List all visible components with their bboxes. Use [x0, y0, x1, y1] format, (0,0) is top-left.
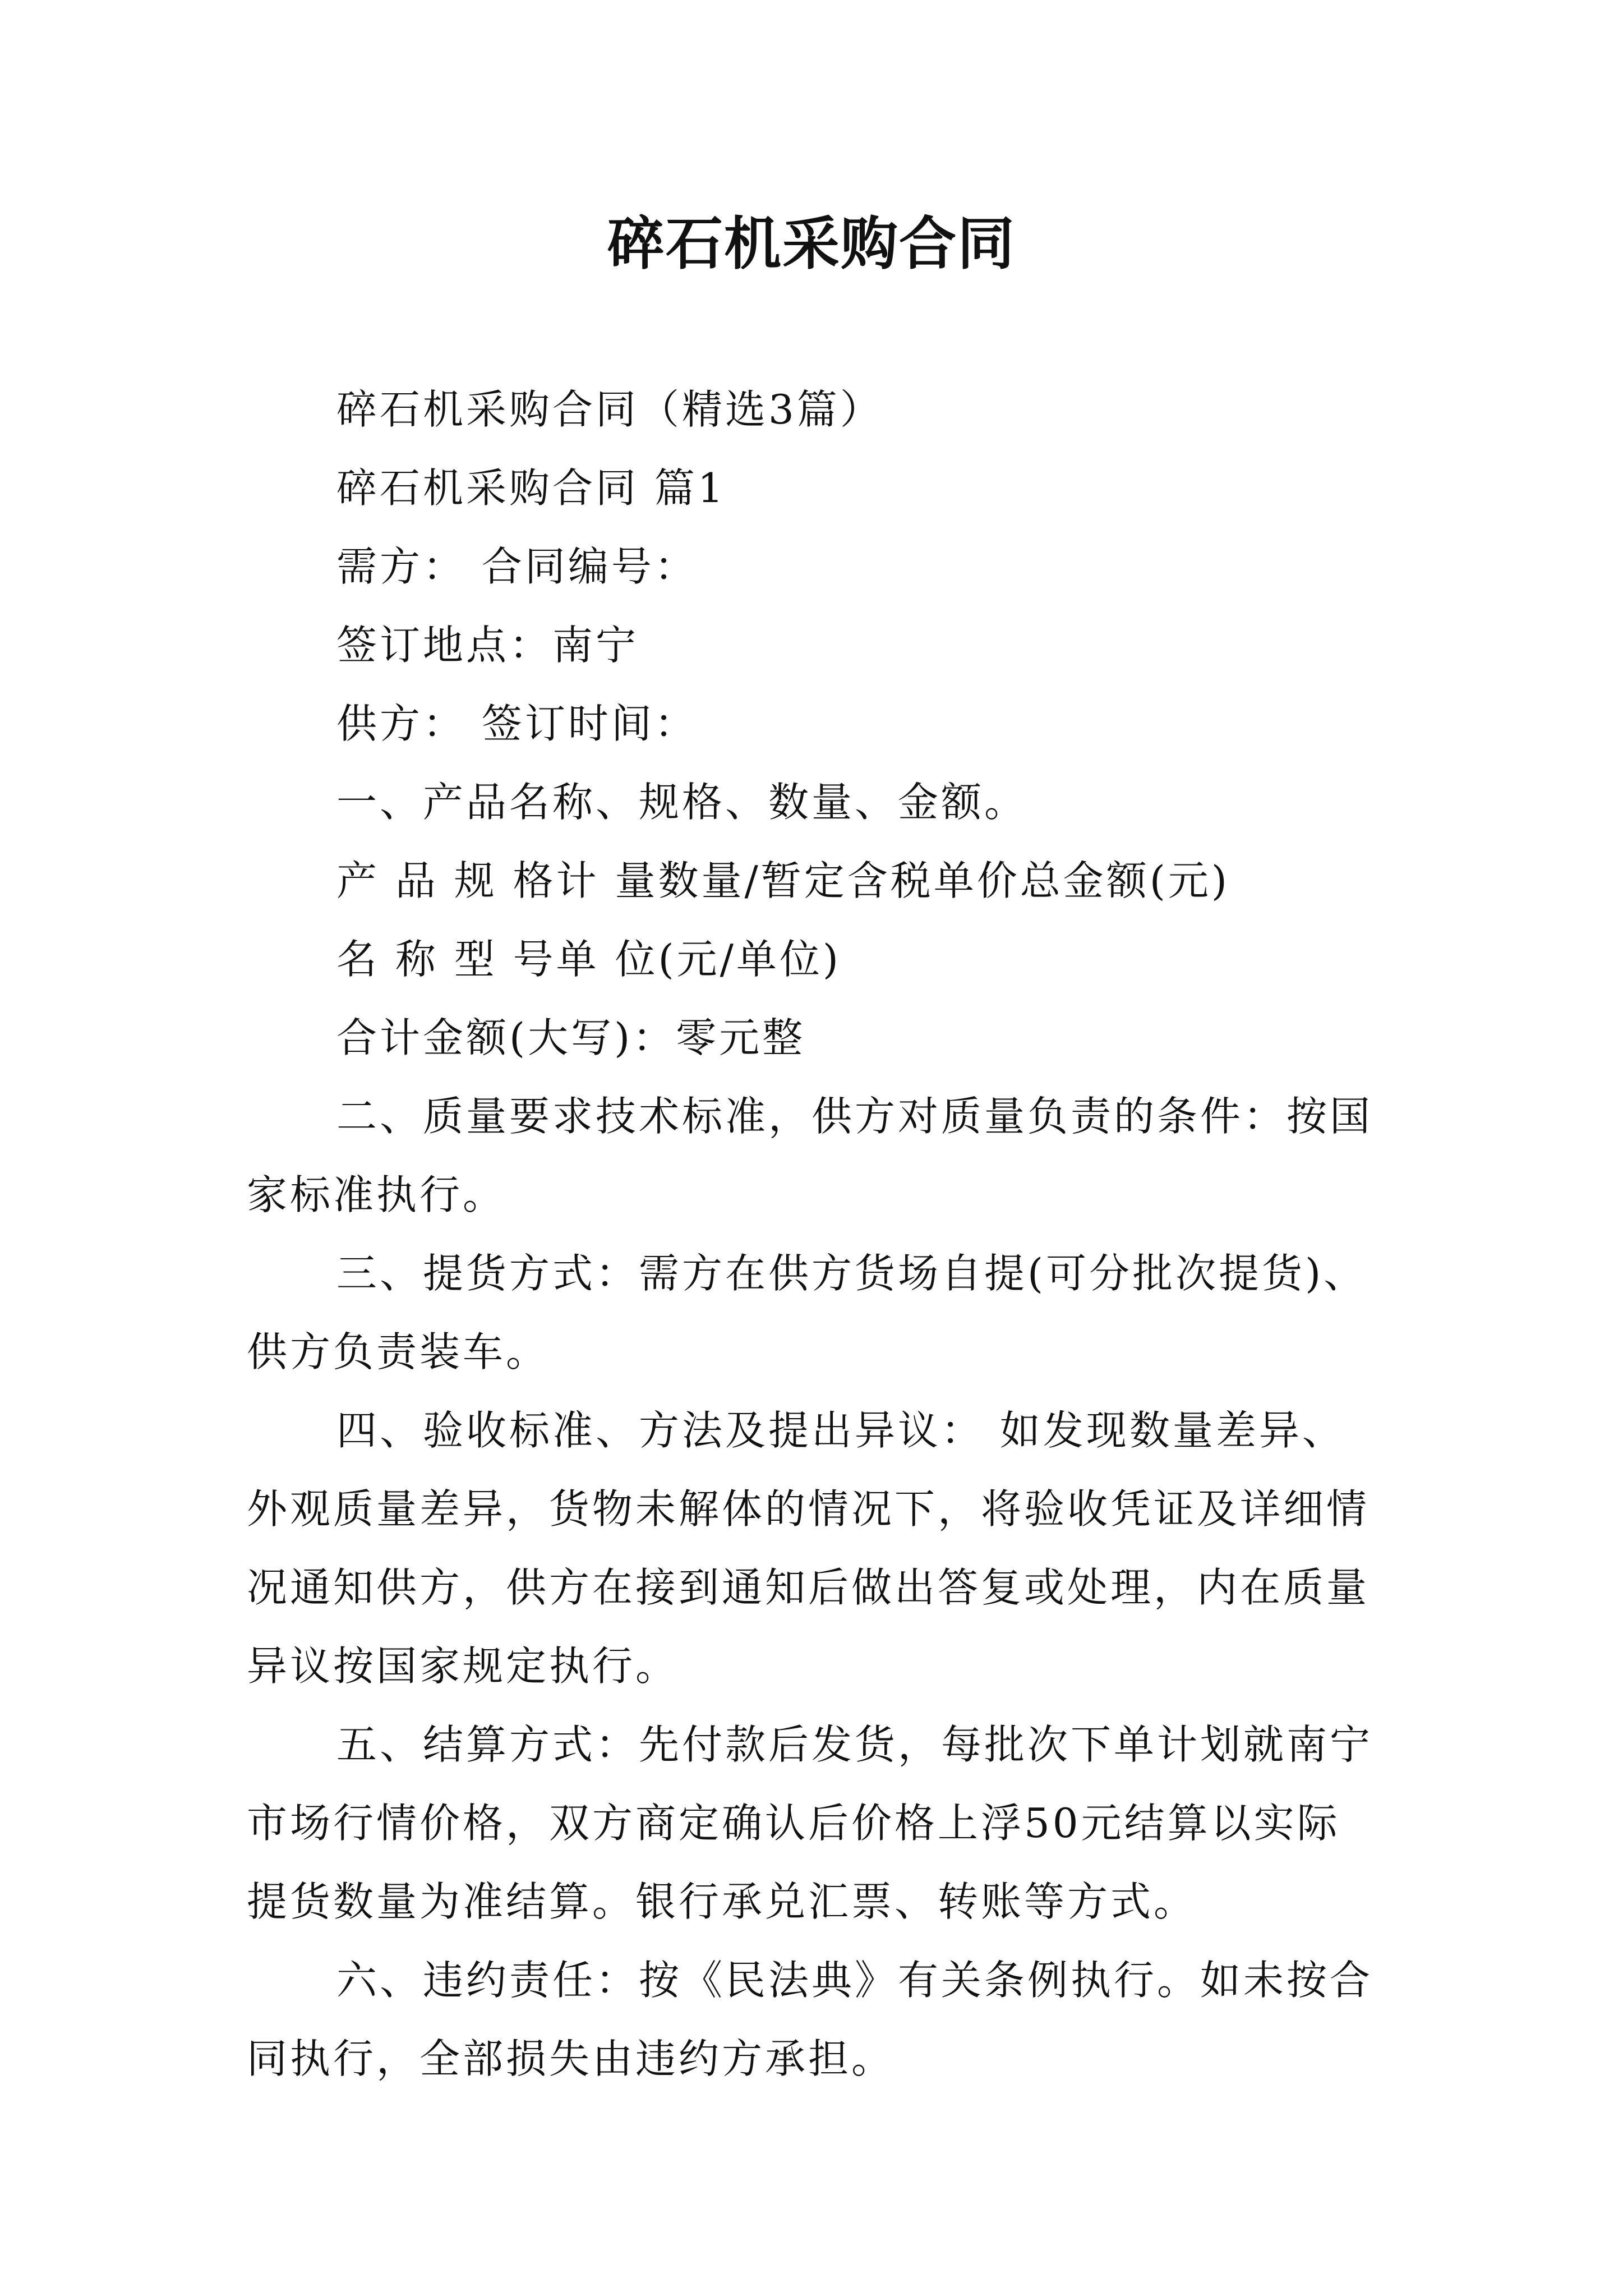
document-title: 碎石机采购合同	[607, 210, 1016, 278]
signing-location-line: 签订地点：南宁	[336, 622, 639, 669]
document-body	[247, 370, 1374, 2098]
clause-2-paragraph: 二、质量要求技术标准，供方对质量负责的条件：按国家标准执行。	[247, 1093, 1373, 1218]
supplier-signing-time-line: 供方： 签订时间：	[336, 700, 698, 747]
clause-4-paragraph: 四、验收标准、方法及提出异议： 如发现数量差异、外观质量差异，货物未解体的情况下，将验收凭证及详细情况通知供方，供方在接到通知后做出答复或处理，内在质量异议按国家规定执行。	[247, 1407, 1370, 1690]
buyer-contract-number-line: 需方： 合同编号：	[336, 543, 698, 590]
clause-3-paragraph: 三、提货方式：需方在供方货场自提(可分批次提货)、供方负责装车。	[247, 1250, 1367, 1375]
clause-5-paragraph: 五、结算方式：先付款后发货，每批次下单计划就南宁市场行情价格，双方商定确认后价格上浮50元结算以实际提货数量为准结算。银行承兑汇票、转账等方式。	[247, 1721, 1373, 1925]
clause-1-heading: 一、产品名称、规格、数量、金额。	[336, 779, 1028, 826]
product-table-header-row-2: 名 称 型 号单 位(元/单位)	[336, 936, 841, 983]
section-heading: 碎石机采购合同 篇1	[336, 464, 726, 512]
product-table-header-row-1: 产 品 规 格计 量数量/暂定含税单价总金额(元)	[336, 857, 1230, 904]
total-amount-line: 合计金额(大写)：零元整	[336, 1014, 806, 1061]
clause-6-paragraph: 六、违约责任：按《民法典》有关条例执行。如未按合同执行，全部损失由违约方承担。	[247, 1957, 1373, 2082]
subtitle-line: 碎石机采购合同（精选3篇）	[336, 386, 883, 433]
